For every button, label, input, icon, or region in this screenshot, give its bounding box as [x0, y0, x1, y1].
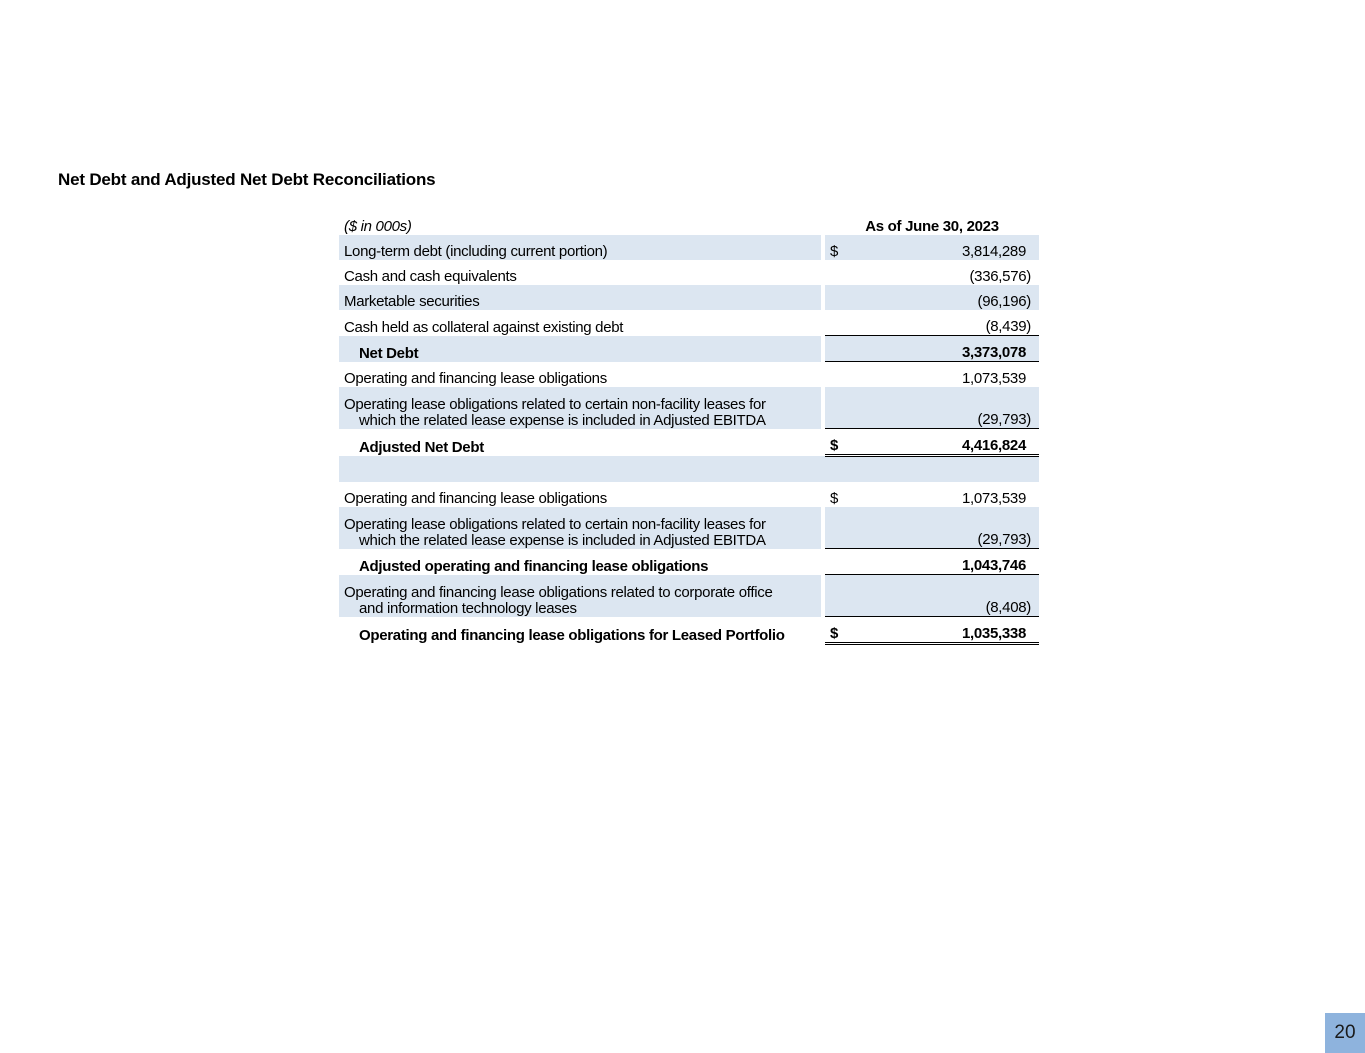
row-label	[339, 575, 821, 617]
dollar-sign	[825, 387, 849, 429]
unit-label: ($ in 000s)	[344, 218, 412, 235]
row-value: 1,073,539	[961, 490, 1026, 507]
row-label: Adjusted Net Debt	[359, 438, 484, 456]
row-label: Operating and financing lease obligations	[344, 370, 607, 387]
table-row	[339, 310, 1039, 336]
row-label: Operating and financing lease obligations for Leased Portfolio	[359, 626, 785, 644]
table-row	[339, 362, 1039, 388]
row-label: Net Debt	[339, 336, 821, 362]
row-label: Adjusted operating and financing lease obligations	[359, 557, 709, 575]
row-value: 1,043,746	[849, 549, 1039, 575]
table-row	[339, 285, 1039, 310]
column-header: As of June 30, 2023	[865, 218, 999, 235]
row-value: (8,439)	[985, 318, 1031, 335]
table-row-total	[339, 617, 1039, 644]
dollar-sign	[825, 260, 849, 285]
row-label-line2: and information technology leases	[359, 599, 577, 617]
table-header-row	[339, 211, 1039, 235]
row-value: 3,814,289	[849, 235, 1039, 260]
row-label-line2: which the related lease expense is included in Adjusted EBITDA	[359, 531, 766, 549]
page-title: Net Debt and Adjusted Net Debt Reconciliations	[58, 170, 436, 189]
row-label	[339, 507, 821, 549]
table-row-total	[339, 429, 1039, 456]
row-value: 1,073,539	[849, 362, 1039, 388]
table-row	[339, 507, 1039, 549]
page-number-badge: 20	[1325, 1013, 1365, 1053]
dollar-sign	[825, 507, 849, 549]
reconciliation-table	[339, 211, 1039, 645]
table-row-spacer	[339, 456, 1039, 483]
table-row	[339, 575, 1039, 617]
table-row	[339, 482, 1039, 507]
row-label-line2: which the related lease expense is included in Adjusted EBITDA	[359, 411, 766, 429]
row-label	[339, 387, 821, 429]
row-label-line1: Operating lease obligations related to certain non-facility leases for	[344, 515, 766, 533]
table-row-subtotal	[339, 549, 1039, 575]
dollar-sign	[825, 456, 849, 483]
row-value: 1,035,338	[849, 617, 1039, 644]
row-value: (8,408)	[849, 575, 1039, 617]
row-label	[339, 456, 821, 483]
row-value: (29,793)	[849, 507, 1039, 549]
table-row	[339, 235, 1039, 260]
dollar-sign	[825, 549, 849, 575]
row-label: Marketable securities	[339, 285, 821, 310]
dollar-sign: $	[825, 429, 849, 456]
row-value	[849, 456, 1039, 483]
dollar-sign: $	[829, 490, 838, 507]
dollar-sign: $	[825, 235, 849, 260]
row-label-line1: Operating lease obligations related to certain non-facility leases for	[344, 395, 766, 413]
dollar-sign	[825, 285, 849, 310]
row-label: Cash held as collateral against existing debt	[344, 318, 624, 336]
row-value: (29,793)	[849, 387, 1039, 429]
dollar-sign	[825, 310, 849, 336]
table-row-subtotal	[339, 336, 1039, 362]
row-value: (96,196)	[849, 285, 1039, 310]
dollar-sign	[825, 575, 849, 617]
row-value: 3,373,078	[849, 336, 1039, 362]
row-label: Long-term debt (including current portion)	[339, 235, 821, 260]
dollar-sign	[825, 362, 849, 388]
row-label: Operating and financing lease obligations	[344, 490, 607, 507]
table-row	[339, 387, 1039, 429]
dollar-sign	[825, 336, 849, 362]
table-row	[339, 260, 1039, 285]
row-value: 4,416,824	[849, 429, 1039, 456]
dollar-sign: $	[825, 617, 849, 644]
row-label-line1: Operating and financing lease obligations related to corporate office	[344, 583, 773, 601]
row-value: (336,576)	[969, 268, 1031, 285]
row-label: Cash and cash equivalents	[344, 268, 517, 285]
